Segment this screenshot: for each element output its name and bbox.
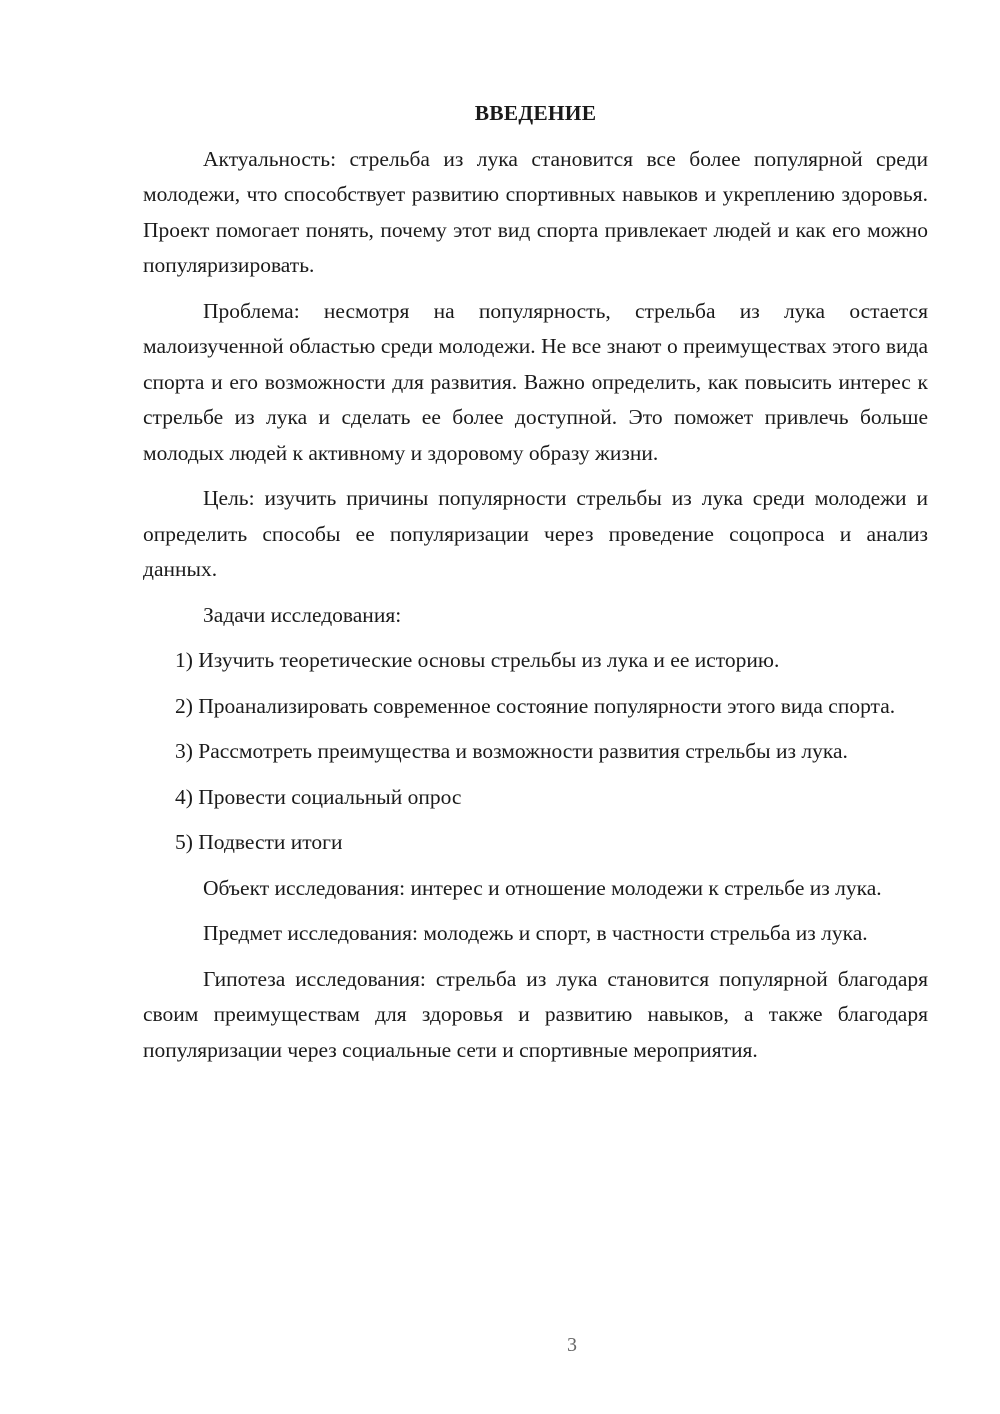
task-item-2: 2) Проанализировать современное состояние популярности этого вида спорта.: [175, 693, 896, 718]
task-item-5: 5) Подвести итоги: [175, 830, 343, 854]
paragraph-relevance: Актуальность: стрельба из лука становится все более популярной среди молодежи, что способствует развитию спортивных навыков и укреплению здоровья. Проект помогает понять, почему этот вид спорта привлекает людей и как его можно популяризировать.: [143, 146, 928, 277]
paragraph-object: Объект исследования: интерес и отношение молодежи к стрельбе из лука.: [203, 875, 882, 900]
page-number: 3: [567, 1334, 577, 1356]
paragraph-problem: Проблема: несмотря на популярность, стрельба из лука остается малоизученной областью среди молодежи. Не все знают о преимуществах этого вида спорта и его возможности для развития. Важно определить, как повысить интерес к стрельбе из лука и сделать ее более доступной. Это поможет привлечь больше молодых людей к активному и здоровому образу жизни.: [143, 298, 928, 465]
task-item-3: 3) Рассмотреть преимущества и возможности развития стрельбы из лука.: [175, 739, 848, 763]
paragraph-tasks-heading: Задачи исследования:: [203, 602, 402, 627]
section-title: ВВЕДЕНИЕ: [474, 101, 597, 125]
task-item-1: 1) Изучить теоретические основы стрельбы из лука и ее историю.: [175, 648, 780, 672]
paragraph-hypothesis: Гипотеза исследования: стрельба из лука становится популярной благодаря своим преимуществам для здоровья и развитию навыков, а также благодаря популяризации через социальные сети и спортивные мероприятия.: [143, 966, 928, 1062]
task-item-4: 4) Провести социальный опрос: [175, 784, 462, 809]
paragraph-goal: Цель: изучить причины популярности стрельбы из лука среди молодежи и определить способы ее популяризации через проведение соцопроса и анализ данных.: [143, 486, 928, 581]
document-body: [143, 96, 928, 1078]
paragraph-subject: Предмет исследования: молодежь и спорт, в частности стрельба из лука.: [203, 921, 868, 945]
